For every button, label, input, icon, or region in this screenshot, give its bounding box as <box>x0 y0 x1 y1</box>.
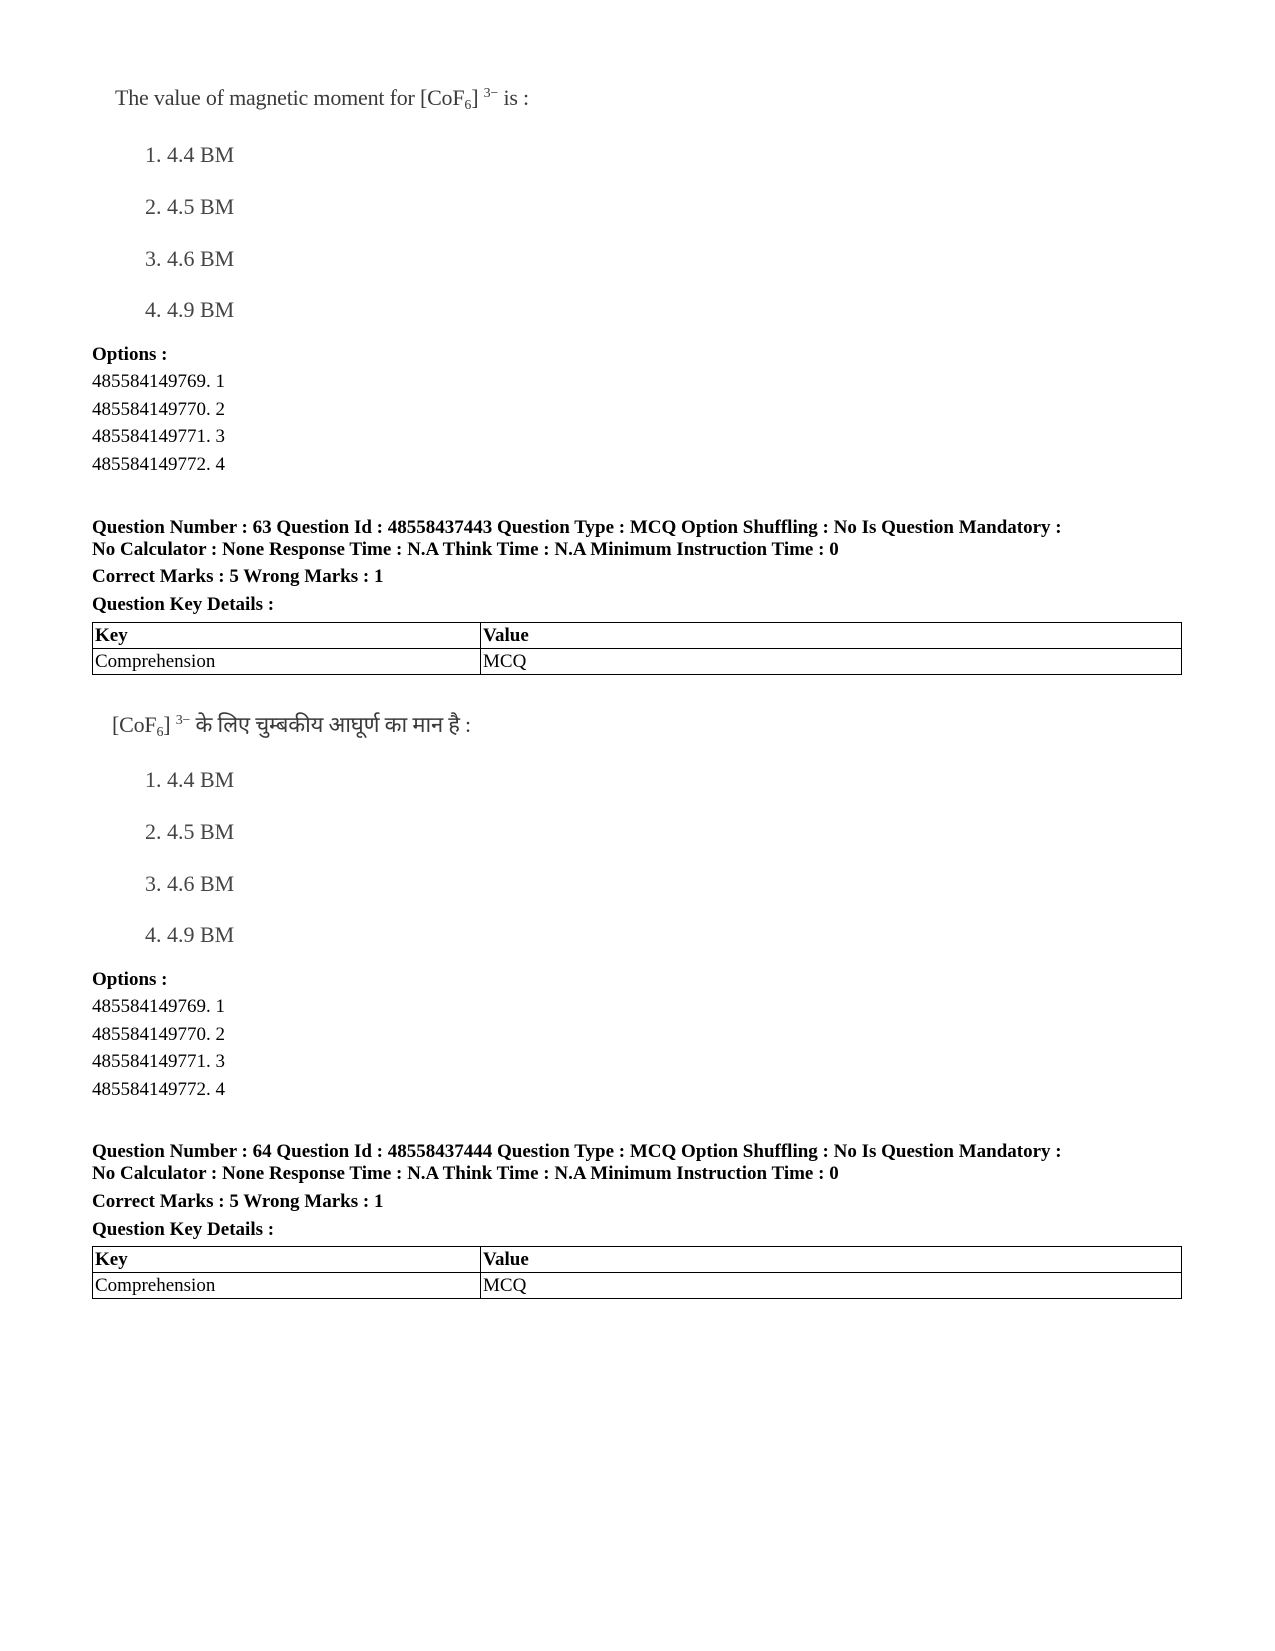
table-header-value: Value <box>481 1247 1182 1273</box>
key-details-label: Question Key Details : <box>92 1219 275 1240</box>
option-id-4: 485584149772. 4 <box>92 1079 225 1100</box>
options-label: Options : <box>92 344 168 365</box>
table-header-row <box>93 1247 1182 1273</box>
option-id-2: 485584149770. 2 <box>92 399 225 420</box>
image-option-1: 1. 4.4 BM <box>145 142 235 167</box>
image-option-3: 3. 4.6 BM <box>145 246 235 271</box>
options-label: Options : <box>92 969 168 990</box>
table-row <box>93 1273 1182 1299</box>
option-id-3: 485584149771. 3 <box>92 426 225 447</box>
table-cell-key: Comprehension <box>93 1273 481 1299</box>
image-option-1: 1. 4.4 BM <box>145 767 235 792</box>
image-option-2: 2. 4.5 BM <box>145 819 235 844</box>
table-row <box>93 649 1182 675</box>
question-meta-line-2: No Calculator : None Response Time : N.A Think Time : N.A Minimum Instruction Time : 0 <box>92 1163 839 1184</box>
image-option-2: 2. 4.5 BM <box>145 194 235 219</box>
option-id-2: 485584149770. 2 <box>92 1024 225 1045</box>
question-meta-line-1: Question Number : 64 Question Id : 48558437444 Question Type : MCQ Option Shuffling : No Is Question Mandatory : <box>92 1141 1062 1162</box>
question-meta-line-2: No Calculator : None Response Time : N.A Think Time : N.A Minimum Instruction Time : 0 <box>92 539 839 560</box>
table-cell-key: Comprehension <box>93 649 481 675</box>
table-header-value: Value <box>481 623 1182 649</box>
question-text-hindi: [CoF$_6$] $^{3-}$ के लिए चुम्बकीय आघूर्ण का मान है : <box>112 712 471 740</box>
key-value-table <box>92 1246 1182 1299</box>
marks-line: Correct Marks : 5 Wrong Marks : 1 <box>92 566 384 587</box>
option-id-4: 485584149772. 4 <box>92 454 225 475</box>
option-id-1: 485584149769. 1 <box>92 996 225 1017</box>
table-header-row <box>93 623 1182 649</box>
option-id-3: 485584149771. 3 <box>92 1051 225 1072</box>
table-header-key: Key <box>93 623 481 649</box>
question-meta-line-1: Question Number : 63 Question Id : 48558437443 Question Type : MCQ Option Shuffling : No Is Question Mandatory : <box>92 517 1062 538</box>
option-id-1: 485584149769. 1 <box>92 371 225 392</box>
image-option-3: 3. 4.6 BM <box>145 871 235 896</box>
question-text-english: The value of magnetic moment for [CoF$_6$] $^{3-}$ is : <box>115 85 529 113</box>
table-cell-value: MCQ <box>481 1273 1182 1299</box>
table-cell-value: MCQ <box>481 649 1182 675</box>
table-header-key: Key <box>93 1247 481 1273</box>
marks-line: Correct Marks : 5 Wrong Marks : 1 <box>92 1191 384 1212</box>
image-option-4: 4. 4.9 BM <box>145 922 235 947</box>
key-value-table <box>92 622 1182 675</box>
image-option-4: 4. 4.9 BM <box>145 297 235 322</box>
key-details-label: Question Key Details : <box>92 594 275 615</box>
